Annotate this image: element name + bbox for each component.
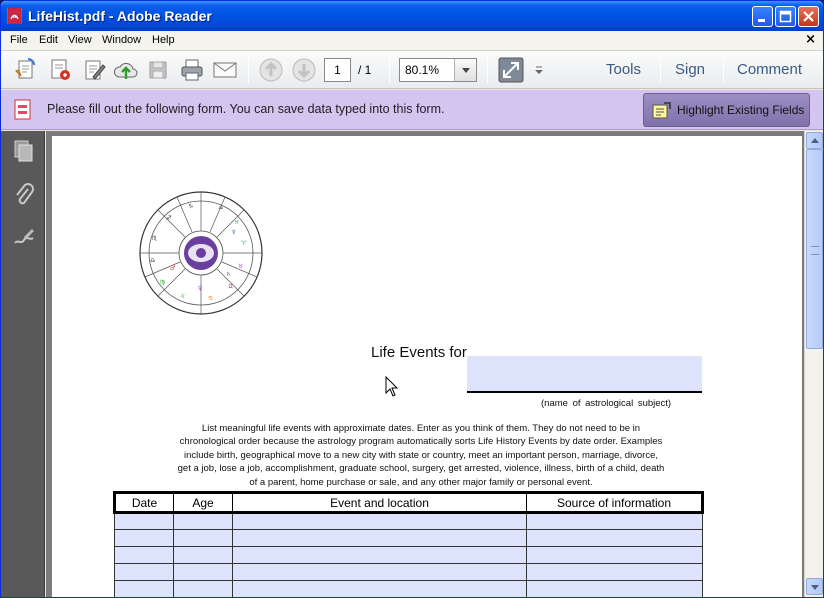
svg-text:♂: ♂ (170, 265, 176, 272)
svg-text:♋: ♋ (208, 295, 214, 302)
header-event-location: Event and location (233, 493, 527, 513)
highlight-fields-label: Highlight Existing Fields (677, 103, 805, 117)
menu-view[interactable]: View (68, 34, 92, 46)
window-title: LifeHist.pdf - Adobe Reader (28, 8, 212, 24)
form-fields-icon (13, 99, 35, 121)
close-icon (801, 9, 816, 24)
svg-text:♑: ♑ (188, 203, 194, 210)
attachments-paperclip-icon[interactable] (12, 183, 36, 207)
date-field[interactable] (115, 547, 174, 564)
toolbar-separator (389, 57, 390, 83)
maximize-icon (778, 9, 793, 24)
svg-text:♏: ♏ (152, 235, 158, 242)
instruction-line: get a job, lose a job, accomplishment, graduate school, surgery, get arrested, violence, illness, birth of a child, death (177, 463, 665, 475)
form-message: Please fill out the following form. You can save data typed into this form. (47, 102, 445, 116)
table-body (115, 513, 703, 598)
email-button[interactable] (212, 57, 238, 83)
menu-bar (1, 31, 823, 51)
date-field[interactable] (115, 581, 174, 598)
save-button[interactable] (145, 57, 171, 83)
highlight-fields-icon (652, 101, 672, 121)
upload-button[interactable] (113, 57, 139, 83)
age-field[interactable] (174, 581, 233, 598)
minimize-button[interactable] (752, 6, 773, 27)
menu-file[interactable]: File (10, 34, 28, 46)
envelope-icon (212, 57, 238, 83)
header-age: Age (174, 493, 233, 513)
expand-icon (498, 57, 524, 83)
instruction-line: chronological order because the astrology program automatically sorts Life History Events by date order. Examples (179, 436, 663, 448)
instruction-line: of a parent, home purchase or sale, and any other major family or personal event. (249, 476, 593, 488)
open-button[interactable] (13, 57, 39, 83)
toolbar (1, 51, 823, 89)
svg-text:♐: ♐ (166, 215, 172, 222)
age-field[interactable] (174, 564, 233, 581)
arrow-down-circle-icon (291, 57, 317, 83)
source-field[interactable] (527, 513, 703, 530)
minimize-icon (755, 9, 770, 24)
page-total: / 1 (358, 63, 372, 77)
event-field[interactable] (233, 547, 527, 564)
name-caption: (name of astrological subject) (541, 398, 672, 409)
instruction-line: List meaningful life events with approximate dates. Enter as you think of them. They do not need to be in (201, 423, 641, 434)
mouse-pointer-icon (385, 376, 399, 398)
zoom-select[interactable] (399, 58, 477, 82)
life-events-table (113, 491, 704, 598)
table-row (115, 581, 703, 598)
document-viewport[interactable] (46, 131, 804, 598)
event-field[interactable] (233, 564, 527, 581)
header-date: Date (115, 493, 174, 513)
svg-text:♉: ♉ (238, 263, 244, 270)
svg-text:♓: ♓ (234, 219, 240, 226)
menu-help[interactable]: Help (152, 34, 175, 46)
age-field[interactable] (174, 513, 233, 530)
chevron-down-icon[interactable] (454, 59, 476, 81)
pdf-app-icon (7, 8, 23, 24)
document-close-icon[interactable]: × (805, 32, 816, 47)
astrology-chart-wheel-icon (138, 190, 264, 316)
comment-button[interactable]: Comment (737, 61, 803, 78)
document-title: Life Events for (371, 344, 467, 361)
zoom-value: 80.1% (405, 63, 440, 77)
date-field[interactable] (115, 530, 174, 547)
edit-pdf-button[interactable] (81, 57, 107, 83)
edit-document-icon (81, 57, 107, 83)
source-field[interactable] (527, 564, 703, 581)
title-bar[interactable] (1, 1, 823, 31)
subject-name-field[interactable] (467, 356, 702, 393)
toolbar-separator (487, 57, 488, 83)
cloud-upload-icon (113, 57, 139, 83)
table-row (115, 564, 703, 581)
signatures-pen-icon[interactable] (12, 225, 36, 249)
table-row (115, 530, 703, 547)
page-thumbnails-icon[interactable] (12, 139, 36, 163)
menu-window[interactable]: Window (102, 34, 142, 46)
toolbar-separator (660, 57, 661, 83)
table-row (115, 547, 703, 564)
scroll-up-button[interactable] (806, 132, 823, 149)
sign-button[interactable]: Sign (675, 61, 706, 78)
printer-icon (179, 57, 205, 83)
instruction-line: include birth, geographical move to a new city with state or country, meet an important person, marriage, divorce, (184, 449, 658, 461)
print-button[interactable] (179, 57, 205, 83)
event-field[interactable] (233, 513, 527, 530)
svg-text:☿: ☿ (232, 229, 236, 236)
source-field[interactable] (527, 530, 703, 547)
age-field[interactable] (174, 547, 233, 564)
svg-text:♊: ♊ (228, 283, 234, 290)
create-pdf-button[interactable] (47, 57, 73, 83)
svg-text:♀: ♀ (198, 285, 203, 292)
navigation-pane (1, 131, 45, 598)
toolbar-separator (723, 57, 724, 83)
maximize-button[interactable] (775, 6, 796, 27)
pdf-page (52, 136, 802, 598)
age-field[interactable] (174, 530, 233, 547)
svg-text:♌: ♌ (180, 293, 186, 300)
svg-text:♍: ♍ (160, 279, 166, 286)
page-number-input[interactable]: 1 (324, 58, 351, 82)
form-notification-bar (1, 90, 823, 130)
event-field[interactable] (233, 581, 527, 598)
highlight-fields-button[interactable] (643, 93, 810, 127)
toolbar-options-icon[interactable] (534, 65, 544, 75)
scroll-down-button[interactable] (806, 578, 823, 595)
create-pdf-icon (47, 57, 73, 83)
full-screen-button[interactable] (498, 57, 524, 83)
svg-text:♒: ♒ (218, 205, 224, 212)
date-field[interactable] (115, 564, 174, 581)
date-field[interactable] (115, 513, 174, 530)
svg-text:♈: ♈ (241, 240, 247, 247)
open-file-icon (13, 57, 39, 83)
scroll-thumb[interactable] (806, 149, 823, 349)
toolbar-separator (248, 57, 249, 83)
close-button[interactable] (798, 6, 819, 27)
arrow-up-circle-icon (258, 57, 284, 83)
source-field[interactable] (527, 547, 703, 564)
previous-page-button[interactable] (258, 57, 284, 83)
tools-button[interactable]: Tools (606, 61, 642, 78)
next-page-button[interactable] (291, 57, 317, 83)
header-source: Source of information (527, 493, 703, 513)
vertical-scrollbar[interactable] (804, 131, 823, 597)
save-disk-icon (145, 57, 171, 83)
menu-edit[interactable]: Edit (39, 34, 58, 46)
table-row (115, 513, 703, 530)
svg-text:♎: ♎ (150, 257, 156, 264)
event-field[interactable] (233, 530, 527, 547)
instructions-text (148, 422, 694, 489)
source-field[interactable] (527, 581, 703, 598)
svg-text:♄: ♄ (226, 271, 232, 278)
